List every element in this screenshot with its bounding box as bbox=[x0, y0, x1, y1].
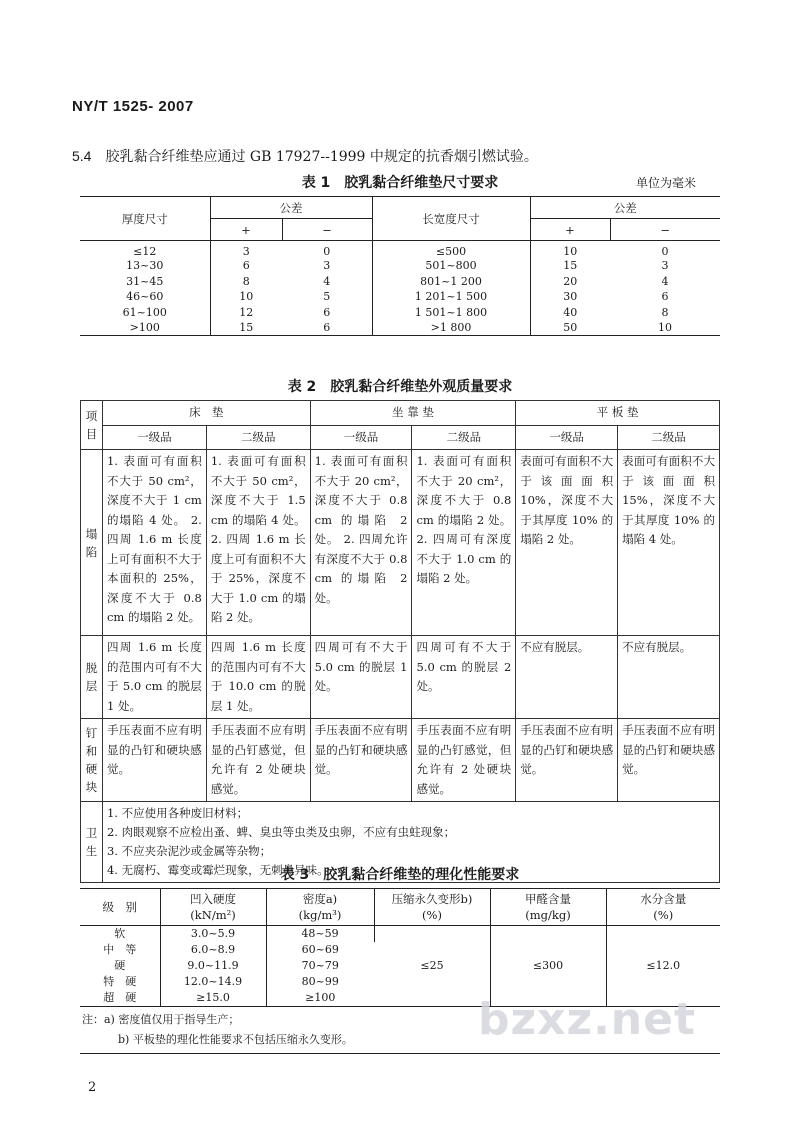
requirement-cell: 四周可有不大于 5.0 cm 的脱层 1 处。 bbox=[310, 636, 412, 719]
dimension-cell: ≤500 bbox=[372, 241, 530, 259]
grade-row bbox=[80, 926, 720, 943]
thickness-plus: + bbox=[210, 219, 282, 241]
hygiene-label: 卫生 bbox=[81, 802, 103, 883]
density-cell: ≥100 bbox=[305, 991, 336, 1004]
dimension-cell: 8 bbox=[661, 305, 669, 319]
grade-header: 二级品 bbox=[412, 425, 516, 450]
length-minus: − bbox=[610, 219, 720, 241]
dimension-cell: 40 bbox=[563, 305, 578, 319]
dimension-cell: 0 bbox=[282, 241, 372, 259]
density-cell: 80~99 bbox=[301, 975, 339, 988]
table1-unit: 单位为毫米 bbox=[635, 176, 696, 190]
length-plus: + bbox=[530, 219, 610, 241]
dimension-cell: 61~100 bbox=[80, 305, 210, 321]
hygiene-item: 4. 无腐朽、霉变或霉烂现象，无刺鼻异味。 bbox=[106, 863, 329, 877]
dimension-cell: 4 bbox=[661, 274, 669, 288]
hygiene-item: 2. 肉眼观察不应检出蚤、蜱、臭虫等虫类及虫卵，不应有虫蛀现象； bbox=[106, 825, 456, 839]
dimension-cell: 10 bbox=[239, 290, 254, 304]
group-seat-cushion: 坐 靠 垫 bbox=[310, 401, 516, 426]
thickness-minus: − bbox=[282, 219, 372, 241]
col-compression-set: 压缩永久变形b) (%) bbox=[374, 889, 490, 926]
dimension-row bbox=[80, 305, 720, 321]
row-label: 脱层 bbox=[81, 636, 103, 719]
density-cell: 60~69 bbox=[301, 943, 339, 956]
requirement-cell: 1. 表面可有面积不大于 20 cm²，深度不大于 0.8 cm 的塌陷 2 处。 2. 四周允许有深度不大于 0.8 cm 的塌陷 2 处。 bbox=[310, 450, 412, 636]
clause-5-4 bbox=[72, 146, 538, 166]
dimension-row bbox=[80, 274, 720, 290]
hardness-cell: 9.0~11.9 bbox=[160, 958, 266, 974]
dimension-cell: 15 bbox=[239, 321, 254, 334]
dimension-cell: 12 bbox=[239, 305, 254, 319]
dimension-cell: 6 bbox=[282, 320, 372, 336]
table2-title: 表 2 胶乳黏合纤维垫外观质量要求 bbox=[287, 379, 513, 395]
dimension-cell: 4 bbox=[282, 274, 372, 290]
dimension-cell: 3 bbox=[661, 259, 669, 273]
requirement-cell: 手压表面不应有明显的凸钉和硬块感觉。 bbox=[310, 719, 412, 802]
dimension-table bbox=[80, 196, 720, 336]
dimension-cell: 1 501~1 800 bbox=[372, 305, 530, 321]
dimension-cell: 50 bbox=[563, 321, 578, 334]
dimension-cell: 10 bbox=[658, 321, 672, 334]
dimension-cell: >100 bbox=[80, 320, 210, 336]
dimension-cell: 6 bbox=[661, 290, 669, 304]
standard-code: NY/T 1525- 2007 bbox=[72, 98, 194, 115]
hardness-cell: 3.0~5.9 bbox=[160, 926, 266, 943]
requirement-cell: 1. 表面可有面积不大于 50 cm²，深度不大于 1.5 cm 的塌陷 4 处。 2. 四周 1.6 m 长度上可有面积不大于 25%，深度不大于 1.0 cm 的塌陷 2 处。 bbox=[206, 450, 310, 636]
col-moisture: 水分含量 (%) bbox=[606, 889, 720, 926]
dimension-cell: 801~1 200 bbox=[372, 274, 530, 290]
clause-number: 5.4 bbox=[72, 148, 92, 164]
dimension-cell: 46~60 bbox=[80, 289, 210, 305]
requirement-cell: 1. 表面可有面积不大于 50 cm²，深度不大于 1 cm 的塌陷 4 处。 2. 四周 1.6 m 长度上可有面积不大于本面积的 25%，深度不大于 0.8 cm 的塌陷 2 处。 bbox=[102, 450, 206, 636]
requirement-cell: 四周 1.6 m 长度的范围内可有不大于 10.0 cm 的脱层 1 处。 bbox=[206, 636, 310, 719]
dimension-cell: 3 bbox=[282, 258, 372, 274]
dimension-cell: 6 bbox=[282, 305, 372, 321]
appearance-row bbox=[81, 636, 720, 719]
hygiene-item: 3. 不应夹杂泥沙或金属等杂物； bbox=[106, 844, 272, 858]
grade-cell: 中 等 bbox=[80, 942, 160, 958]
grade-cell: 硬 bbox=[80, 958, 160, 974]
grade-header: 一级品 bbox=[516, 425, 618, 450]
col-hardness: 凹入硬度 (kN/m²) bbox=[160, 889, 266, 926]
grade-header: 二级品 bbox=[206, 425, 310, 450]
hardness-cell: ≥15.0 bbox=[160, 990, 266, 1007]
dimension-cell: 20 bbox=[563, 274, 578, 288]
table1-title: 表 1 胶乳黏合纤维垫尺寸要求 bbox=[301, 175, 499, 191]
col-formaldehyde: 甲醛含量 (mg/kg) bbox=[490, 889, 606, 926]
dimension-cell: 5 bbox=[282, 289, 372, 305]
col-density: 密度a) (kg/m³) bbox=[266, 889, 374, 926]
group-flat-pad: 平 板 垫 bbox=[516, 401, 720, 426]
density-cell: 70~79 bbox=[301, 959, 339, 972]
table3-title: 表 3 胶乳黏合纤维垫的理化性能要求 bbox=[280, 867, 520, 883]
dimension-cell: 10 bbox=[563, 245, 578, 258]
note-a: 注：a) 密度值仅用于指导生产； bbox=[82, 1013, 240, 1026]
dimension-cell: 0 bbox=[661, 245, 669, 258]
item-header: 项目 bbox=[81, 401, 103, 450]
row-label: 钉和硬块 bbox=[81, 719, 103, 802]
grade-header: 一级品 bbox=[102, 425, 206, 450]
dimension-cell: 30 bbox=[563, 290, 578, 304]
formaldehyde-cell: ≤300 bbox=[490, 926, 606, 1007]
grade-header: 一级品 bbox=[310, 425, 412, 450]
requirement-cell: 手压表面不应有明显的凸钉感觉，但允许有 2 处硬块感觉。 bbox=[206, 719, 310, 802]
dimension-row bbox=[80, 289, 720, 305]
requirement-cell: 手压表面不应有明显的凸钉和硬块感觉。 bbox=[516, 719, 618, 802]
row-label: 塌陷 bbox=[81, 450, 103, 636]
density-cell: 48~59 bbox=[266, 926, 374, 943]
watermark: bzxz.net bbox=[478, 994, 697, 1045]
grade-cell: 特 硬 bbox=[80, 974, 160, 990]
thickness-header: 厚度尺寸 bbox=[80, 197, 210, 241]
moisture-cell: ≤12.0 bbox=[646, 959, 681, 972]
requirement-cell: 四周 1.6 m 长度的范围内可有不大于 5.0 cm 的脱层 1 处。 bbox=[102, 636, 206, 719]
clause-text: 胶乳黏合纤维垫应通过 GB 17927--1999 中规定的抗香烟引燃试验。 bbox=[105, 149, 538, 165]
requirement-cell: 四周可有不大于 5.0 cm 的脱层 2 处。 bbox=[412, 636, 516, 719]
length-header: 长宽度尺寸 bbox=[372, 197, 530, 241]
dimension-cell: 501~800 bbox=[372, 258, 530, 274]
dimension-cell: 8 bbox=[242, 274, 250, 288]
requirement-cell: 表面可有面积不大于该面面积 15%，深度不大于其厚度 10% 的塌陷 4 处。 bbox=[618, 450, 720, 636]
requirement-cell: 手压表面不应有明显的凸钉感觉，但允许有 2 处硬块感觉。 bbox=[412, 719, 516, 802]
hardness-cell: 6.0~8.9 bbox=[160, 942, 266, 958]
hygiene-item: 1. 不应使用各种废旧材料； bbox=[106, 806, 249, 820]
dimension-cell: 3 bbox=[242, 245, 250, 258]
dimension-cell: 1 201~1 500 bbox=[372, 289, 530, 305]
hardness-cell: 12.0~14.9 bbox=[160, 974, 266, 990]
grade-header: 二级品 bbox=[618, 425, 720, 450]
dimension-cell: 6 bbox=[242, 259, 250, 273]
requirement-cell: 1. 表面可有面积不大于 20 cm²，深度不大于 0.8 cm 的塌陷 2 处。 2. 四周可有深度不大于 1.0 cm 的塌陷 2 处。 bbox=[412, 450, 516, 636]
grade-cell: 超 硬 bbox=[80, 990, 160, 1007]
dimension-row bbox=[80, 320, 720, 336]
requirement-cell: 手压表面不应有明显的凸钉和硬块感觉。 bbox=[102, 719, 206, 802]
dimension-row bbox=[80, 241, 720, 259]
dimension-cell: 13~30 bbox=[80, 258, 210, 274]
thickness-tolerance-header: 公差 bbox=[210, 197, 372, 219]
dimension-cell: 15 bbox=[563, 259, 578, 273]
requirement-cell: 不应有脱层。 bbox=[516, 636, 618, 719]
dimension-cell: >1 800 bbox=[372, 320, 530, 336]
group-bed-mattress: 床 垫 bbox=[102, 401, 310, 426]
requirement-cell: 不应有脱层。 bbox=[618, 636, 720, 719]
requirement-cell: 表面可有面积不大于该面面积 10%，深度不大于其厚度 10% 的塌陷 2 处。 bbox=[516, 450, 618, 636]
col-grade: 级 别 bbox=[80, 889, 160, 926]
dimension-row bbox=[80, 258, 720, 274]
appearance-table bbox=[80, 400, 720, 883]
appearance-row bbox=[81, 450, 720, 636]
dimension-cell: 31~45 bbox=[80, 274, 210, 290]
dimension-cell: ≤12 bbox=[80, 241, 210, 259]
page-number: 2 bbox=[88, 1080, 97, 1095]
appearance-row bbox=[81, 719, 720, 802]
grade-cell: 软 bbox=[80, 926, 160, 943]
compression-cell: ≤25 bbox=[374, 926, 490, 1007]
length-tolerance-header: 公差 bbox=[530, 197, 720, 219]
note-b: b) 平板垫的理化性能要求不包括压缩永久变形。 bbox=[118, 1033, 353, 1046]
requirement-cell: 手压表面不应有明显的凸钉和硬块感觉。 bbox=[618, 719, 720, 802]
